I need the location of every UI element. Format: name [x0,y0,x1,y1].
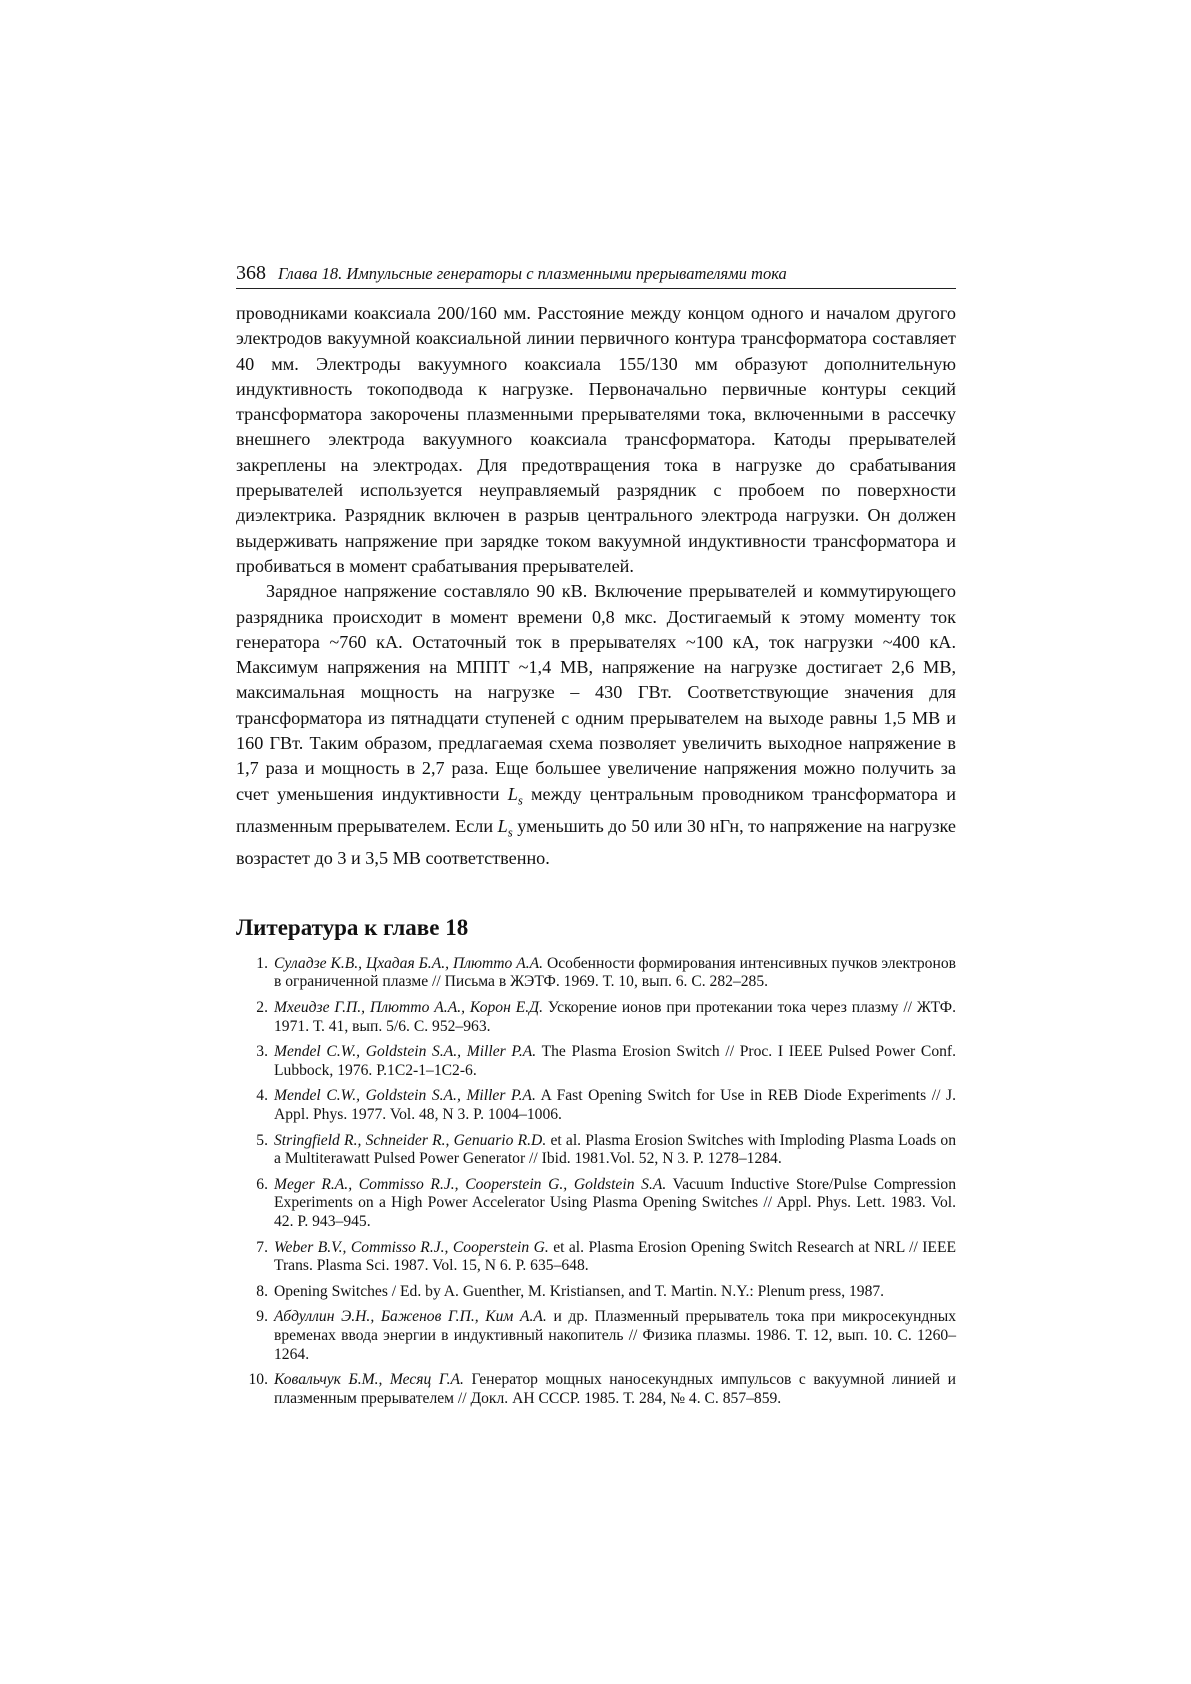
reference-item [236,1176,956,1232]
reference-body [274,1239,956,1276]
reference-list [236,955,956,1408]
reference-text: Особенности формирования интенсивных пучков электронов в ограниченной плазме // Письма в ЖЭТФ. 1969. Т. 10, вып. 6. С. 282–285. [274,954,956,991]
reference-item [236,955,956,992]
reference-authors: Mendel C.W., Goldstein S.A., Miller P.A. [274,1043,537,1061]
reference-item [236,1087,956,1124]
reference-authors: Ковальчук Б.М., Месяц Г.А. [274,1371,464,1389]
reference-body [274,1283,956,1302]
reference-text: Opening Switches / Ed. by A. Guenther, M. Kristiansen, and T. Martin. N.Y.: Plenum press, 1987. [274,1282,885,1300]
reference-item [236,1308,956,1364]
inductance-subscript: s [517,793,523,808]
reference-body [274,1043,956,1080]
reference-item [236,1239,956,1276]
reference-number: 8. [256,1282,268,1300]
reference-body [274,1308,956,1364]
reference-body [274,1087,956,1124]
reference-text: The Plasma Erosion Switch // Proc. I IEEE Pulsed Power Conf. Lubbock, 1976. P.1C2-1–1C2-6. [274,1043,957,1079]
reference-text: Генератор мощных наносекундных импульсов с вакуумной линией и плазменным прерывателем // Докл. АН СССР. 1985. Т. 284, № 4. С. 857–859. [274,1371,956,1407]
paragraph-text: уменьшить до 50 или 30 нГн, то напряжение на нагрузке возрастет до 3 и 3,5 МВ соответственно. [236,815,957,868]
reference-authors: Mendel C.W., Goldstein S.A., Miller P.A. [274,1087,536,1105]
reference-number: 4. [256,1087,268,1105]
reference-body [274,955,956,992]
running-header [236,262,956,289]
reference-item [236,1132,956,1169]
reference-text: Ускорение ионов при протекании тока через плазму // ЖТФ. 1971. Т. 41, вып. 5/6. С. 952–963. [274,999,957,1035]
reference-body [274,1176,956,1232]
reference-number: 7. [256,1238,268,1256]
chapter-title: Глава 18. Импульсные генераторы с плазменными прерывателями тока [278,264,787,283]
reference-text: и др. Плазменный прерыватель тока при микросекундных временах ввода энергии в индуктивный накопитель // Физика плазмы. 1986. Т. 12, вып. 10. С. 1260–1264. [274,1308,956,1363]
reference-number: 6. [256,1175,268,1193]
page-number: 368 [236,262,266,284]
inductance-symbol: L [507,783,518,804]
reference-number: 3. [256,1043,268,1061]
reference-body [274,999,956,1036]
inductance-symbol: L [497,815,508,836]
inductance-subscript: s [507,825,513,840]
reference-authors: Stringfield R., Schneider R., Genuario R.D. [274,1131,547,1149]
reference-number: 9. [256,1308,268,1326]
paragraph: проводниками коаксиала 200/160 мм. Расстояние между концом одного и началом другого электродов вакуумной коаксиальной линии первичного контура трансформатора составляет 40 мм. Электроды вакуумного коаксиала 155/130 мм образуют дополнительную индуктивность токоподвода к нагрузке. Первоначально первичные контуры секций трансформатора закорочены плазменными прерывателями тока, включенными в рассечку внешнего электрода вакуумного коаксиала трансформатора. Катоды прерывателей закреплены на электродах. Для предотвращения тока в нагрузке до срабатывания прерывателей используется неуправляемый разрядник с пробоем по поверхности диэлектрика. Разрядник включен в разрыв центрального электрода нагрузки. Он должен выдерживать напряжение при зарядке током вакуумной индуктивности трансформатора и пробиваться в момент срабатывания прерывателей. [236,303,956,576]
reference-number: 10. [248,1371,268,1389]
reference-item [236,1371,956,1408]
reference-item [236,999,956,1036]
reference-text: et al. Plasma Erosion Opening Switch Research at NRL // IEEE Trans. Plasma Sci. 1987. Vol. 15, N 6. P. 635–648. [274,1238,957,1275]
reference-item [236,1043,956,1080]
reference-authors: Meger R.A., Commisso R.J., Cooperstein G., Goldstein S.A. [274,1175,667,1193]
reference-authors: Weber B.V., Commisso R.J., Cooperstein G. [274,1238,549,1256]
reference-authors: Суладзе К.В., Цхадая Б.А., Плютто А.А. [274,954,544,972]
reference-item [236,1283,956,1302]
reference-body [274,1132,956,1169]
reference-number: 1. [256,954,268,972]
paragraph-text: между центральным проводником трансформатора и плазменным прерывателем. Если [236,783,956,836]
reference-text: A Fast Opening Switch for Use in REB Diode Experiments // J. Appl. Phys. 1977. Vol. 48, N 3. P. 1004–1006. [274,1087,956,1123]
reference-number: 5. [256,1131,268,1149]
paragraph-text: Зарядное напряжение составляло 90 кВ. Включение прерывателей и коммутирующего разрядника происходит в момент времени 0,8 мкс. Достигаемый к этому моменту ток генератора ~760 кА. Остаточный ток в прерывателях ~100 кА, ток нагрузки ~400 кА. Максимум напряжения на МППТ ~1,4 МВ, напряжение на нагрузке достигает 2,6 МВ, максимальная мощность на нагрузке – 430 ГВт. Соответствующие значения для трансформатора из пятнадцати ступеней с одним прерывателем на выходе равны 1,5 МВ и 160 ГВт. Таким образом, предлагаемая схема позволяет увеличить выходное напряжение в 1,7 раза и мощность в 2,7 раза. Еще большее увеличение напряжения можно получить за счет уменьшения индуктивности [236,581,956,804]
reference-body [274,1371,956,1408]
body-text [236,301,956,871]
reference-authors: Мхеидзе Г.П., Плютто А.А., Корон Е.Д. [274,999,543,1016]
references-heading: Литература к главе 18 [236,914,469,940]
reference-text: et al. Plasma Erosion Switches with Imploding Plasma Loads on a Multiterawatt Pulsed Power Generator // Ibid. 1981.Vol. 52, N 3. P. 1278–1284. [274,1131,957,1168]
reference-number: 2. [256,999,268,1016]
book-page [236,262,956,1415]
reference-authors: Абдуллин Э.Н., Баженов Г.П., Ким А.А. [274,1308,547,1326]
reference-text: Vacuum Inductive Store/Pulse Compression Experiments on a High Power Accelerator Using Plasma Opening Switches // Appl. Phys. Lett. 1983. Vol. 42. P. 943–945. [274,1175,956,1230]
paragraph [236,579,956,871]
